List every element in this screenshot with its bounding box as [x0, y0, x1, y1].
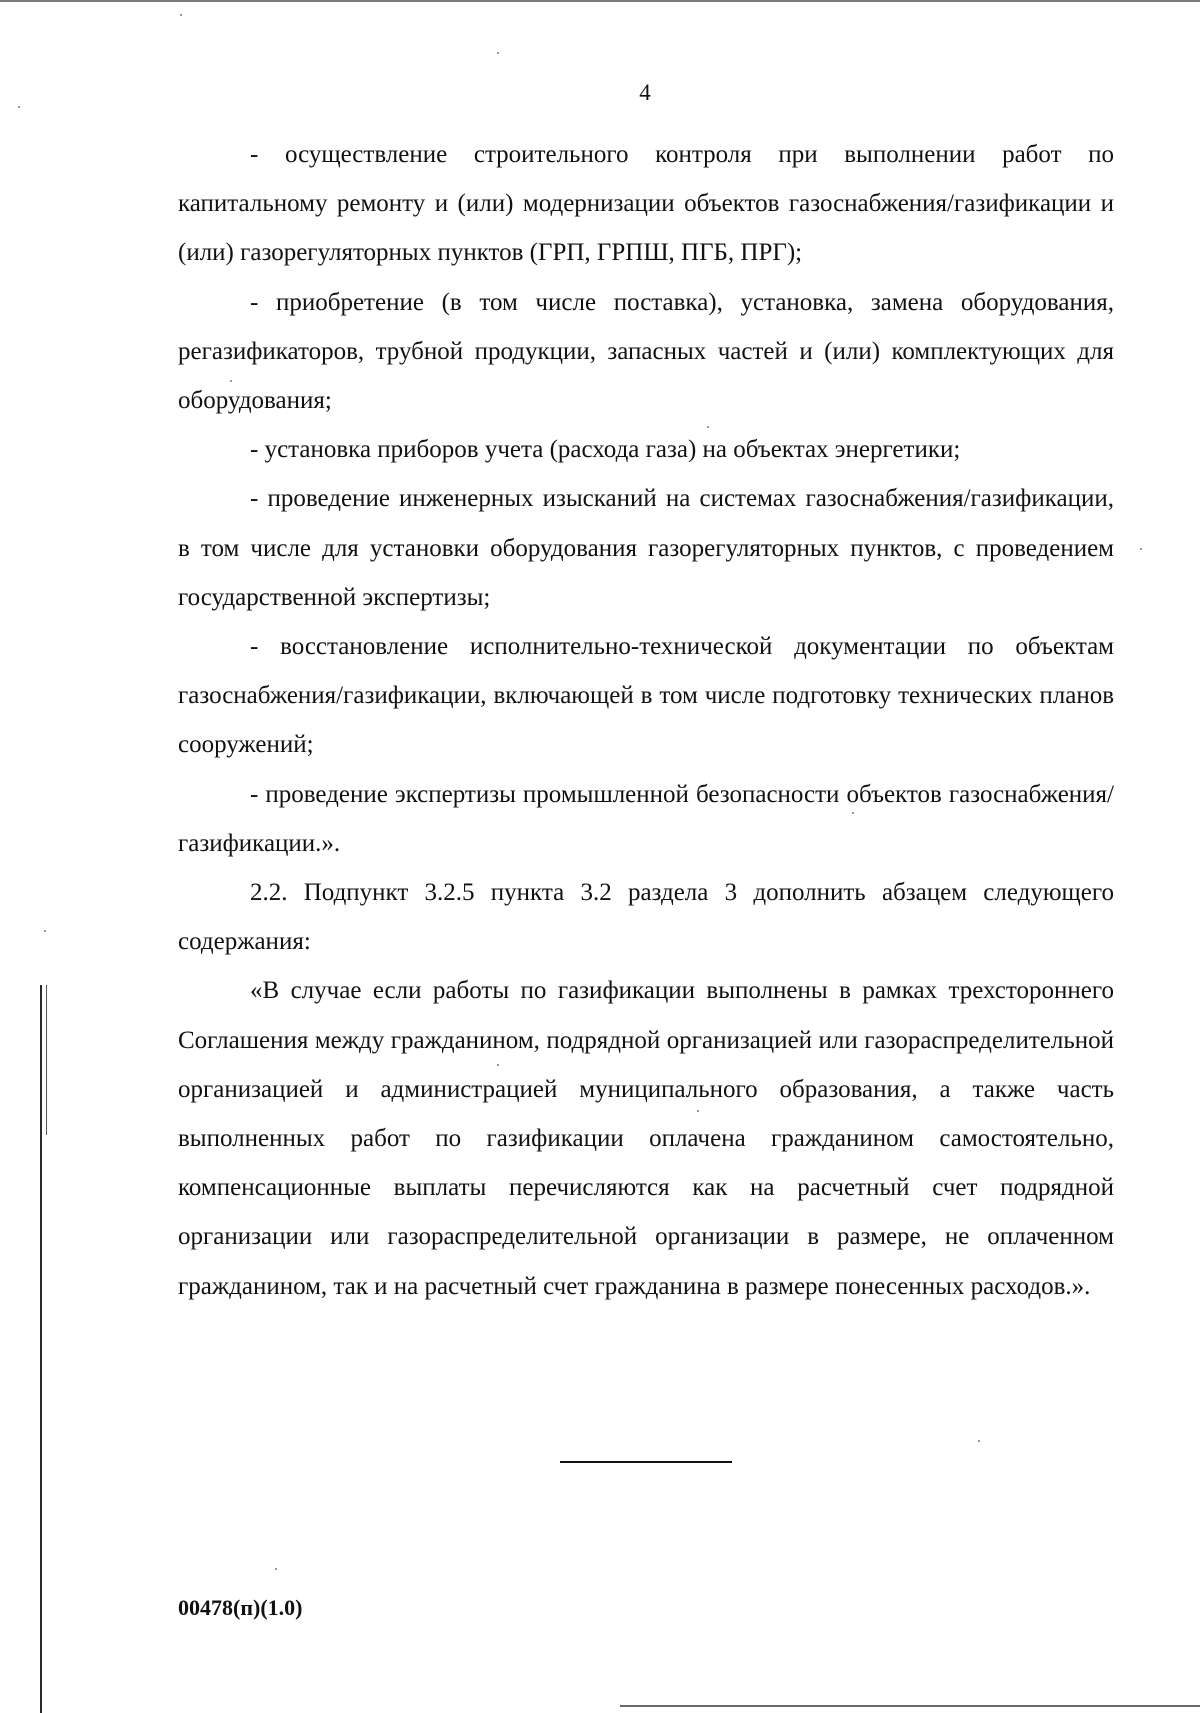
paragraph-safety-expertise: - проведение экспертизы промышленной безопасности объектов газоснабжения/газификации.».: [178, 780, 1114, 857]
paragraph-meter-installation: - установка приборов учета (расхода газа) на объектах энергетики;: [250, 436, 961, 464]
end-of-text-rule: [560, 1461, 732, 1463]
paragraph-documentation-restoration: - восстановление исполнительно-технической документации по объектам газоснабжения/газификации, включающей в том числе подготовку технических планов сооружений;: [178, 633, 1114, 759]
scan-edge-left: [40, 985, 42, 1713]
paragraph-equipment-purchase: - приобретение (в том числе поставка), установка, замена оборудования, регазификаторов, трубной продукции, запасных частей и (или) комплектующих для оборудования;: [178, 288, 1114, 415]
scan-speck: [1140, 548, 1142, 550]
scan-speck: [18, 106, 20, 108]
page-number: 4: [639, 80, 651, 105]
scan-speck: [180, 14, 182, 16]
scan-edge-left-inner: [46, 985, 47, 1135]
document-body: [178, 130, 1114, 1311]
scan-speck: [275, 1568, 277, 1570]
scan-speck: [978, 1440, 980, 1442]
paragraph-construction-control: - осуществление строительного контроля при выполнении работ по капитальному ремонту и (или) модернизации объектов газоснабжения/газификации и (или) газорегуляторных пунктов (ГРП, ГРПШ, ПГБ, ПРГ);: [178, 141, 1114, 267]
paragraph-engineering-surveys: - проведение инженерных изысканий на системах газоснабжения/газификации, в том числе для установки оборудования газорегуляторных пунктов, с проведением государственной экспертизы;: [178, 485, 1114, 611]
paragraph-amendment-2-2: 2.2. Подпункт 3.2.5 пункта 3.2 раздела 3 дополнить абзацем следующего содержания:: [178, 879, 1114, 956]
scan-edge-bottom: [620, 1705, 1200, 1707]
scan-speck: [44, 930, 46, 932]
scan-speck: [497, 52, 499, 54]
paragraph-quoted-addition: «В случае если работы по газификации выполнены в рамках трехстороннего Соглашения между гражданином, подрядной организацией или газораспределительной организацией и администрацией муниципального образования, а также часть выполненных работ по газификации оплачена гражданином самостоятельно, компенсационные выплаты перечисляются как на расчетный счет подрядной организации или газораспределительной организации в размере, не оплаченном гражданином, так и на расчетный счет гражданина в размере понесенных расходов.».: [178, 977, 1114, 1300]
document-code: 00478(п)(1.0): [178, 1595, 303, 1620]
scan-edge-top: [0, 0, 1200, 2]
